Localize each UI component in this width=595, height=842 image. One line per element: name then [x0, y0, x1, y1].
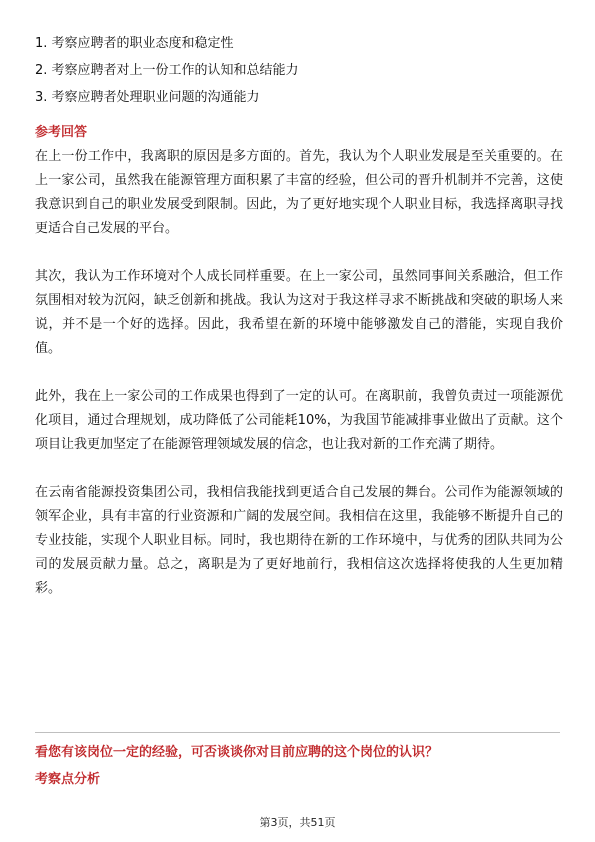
reference-answer-body [35, 145, 563, 625]
answer-paragraph-1: 在上一份工作中，我离职的原因是多方面的。首先，我认为个人职业发展是至关重要的。在上一家公司，虽然我在能源管理方面积累了丰富的经验，但公司的晋升机制并不完善，这使我意识到自己的职业发展受到限制。因此，为了更好地实现个人职业目标，我选择离职寻找更适合自己发展的平台。 [35, 149, 563, 236]
section-divider [35, 732, 560, 733]
reference-answer-heading: 参考回答 [35, 125, 88, 140]
analysis-heading: 考察点分析 [35, 772, 101, 787]
next-question: 看您有该岗位一定的经验，可否谈谈你对目前应聘的这个岗位的认识？ [35, 745, 439, 760]
assessment-point-1: 1. 考察应聘者的职业态度和稳定性 [35, 36, 234, 51]
answer-paragraph-3: 此外，我在上一家公司的工作成果也得到了一定的认可。在离职前，我曾负责过一项能源优化项目，通过合理规划，成功降低了公司能耗10%，为我国节能减排事业做出了贡献。这个项目让我更加坚定了在能源管理领域发展的信念，也让我对新的工作充满了期待。 [35, 389, 563, 452]
page-footer: 第3页，共51页 [259, 816, 336, 829]
assessment-points-list [35, 30, 565, 111]
answer-paragraph-4: 在云南省能源投资集团公司，我相信我能找到更适合自己发展的舞台。公司作为能源领域的领军企业，具有丰富的行业资源和广阔的发展空间。我相信在这里，我能够不断提升自己的专业技能，实现个人职业目标。同时，我也期待在新的工作环境中，与优秀的团队共同为公司的发展贡献力量。总之，离职是为了更好地前行，我相信这次选择将使我的人生更加精彩。 [35, 485, 563, 596]
assessment-point-3: 3. 考察应聘者处理职业问题的沟通能力 [35, 90, 260, 105]
assessment-point-2: 2. 考察应聘者对上一份工作的认知和总结能力 [35, 63, 299, 78]
answer-paragraph-2: 其次，我认为工作环境对个人成长同样重要。在上一家公司，虽然同事间关系融洽，但工作氛围相对较为沉闷，缺乏创新和挑战。我认为这对于我这样寻求不断挑战和突破的职场人来说，并不是一个好的选择。因此，我希望在新的环境中能够激发自己的潜能，实现自我价值。 [35, 269, 563, 356]
